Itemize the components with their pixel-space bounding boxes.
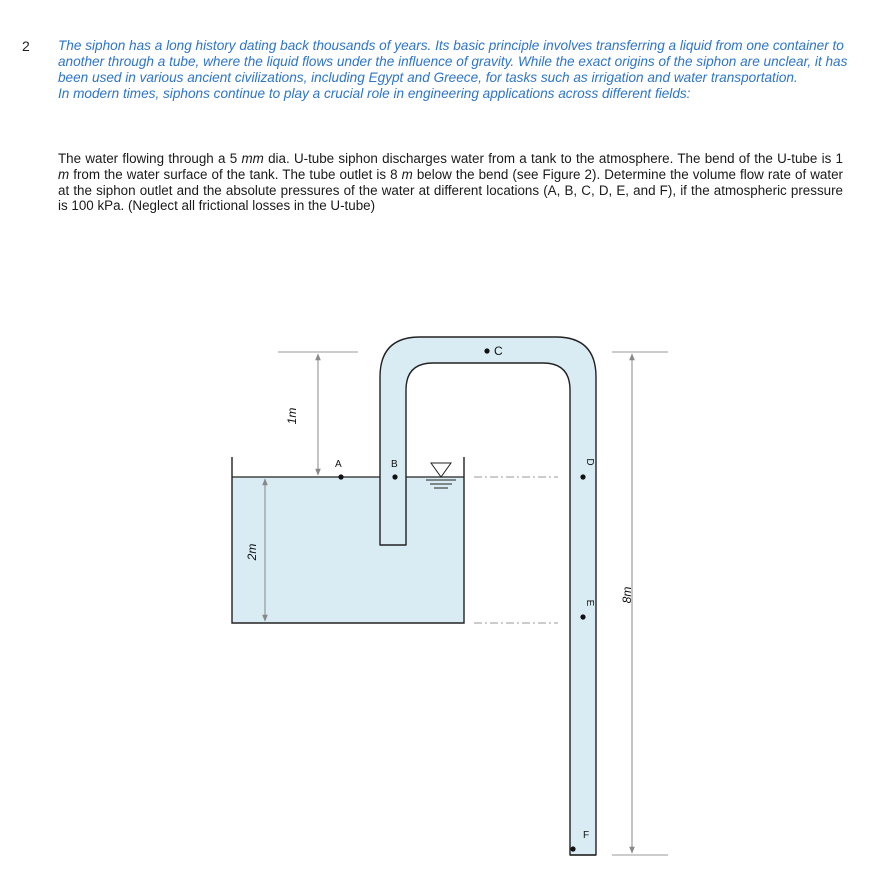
unit-mm: mm [241,151,264,166]
point-e-dot [580,614,585,619]
point-f-dot [570,846,575,851]
unit-m-2: m [401,166,413,182]
problem-text-4: below the bend (see Figure 2). Determine the volume flow rate of water at the siphon outlet and the absolute pressures of the water at different locations (A, B, C, D, E, and F), if the atmospheric pressure is 100 kPa. (Neglect all frictional losses in the U-tube) [58,166,843,214]
point-d-label: D [584,458,595,466]
point-b-dot [392,474,397,479]
point-e-label: E [584,599,595,607]
label-2m: 2m [245,543,259,561]
problem-text-1: The water flowing through a 5 [58,151,242,166]
point-a-dot [338,474,343,479]
unit-m-1: m [58,166,70,182]
label-1m: 1m [285,407,299,425]
point-d-dot [580,474,585,479]
point-a-label: A [335,459,342,470]
point-c-dot [484,348,489,353]
point-b-label: B [391,459,398,470]
question-number: 2 [22,38,30,54]
point-f-label: F [583,830,590,841]
problem-text-2: dia. U-tube siphon discharges water from a tank to the atmosphere. The bend of the U-tube is 1 [263,151,843,166]
label-8m: 8m [620,586,634,604]
tank-water [232,477,464,623]
free-surface-symbol [426,463,456,488]
problem-text-3: from the water surface of the tank. The tube outlet is 8 [69,166,402,182]
point-c-label: C [494,344,503,358]
intro-lead-in: In modern times, siphons continue to play a crucial role in engineering applications across different fields: [58,86,691,101]
intro-paragraph: The siphon has a long history dating back thousands of years. Its basic principle involves transferring a liquid from one container to another through a tube, where the liquid flows under the influence of gravity. While the exact origins of the siphon are unclear, it has been used in various ancient civilizations, including Egypt and Greece, for tasks such as irrigation and water transportation. [58,38,848,85]
